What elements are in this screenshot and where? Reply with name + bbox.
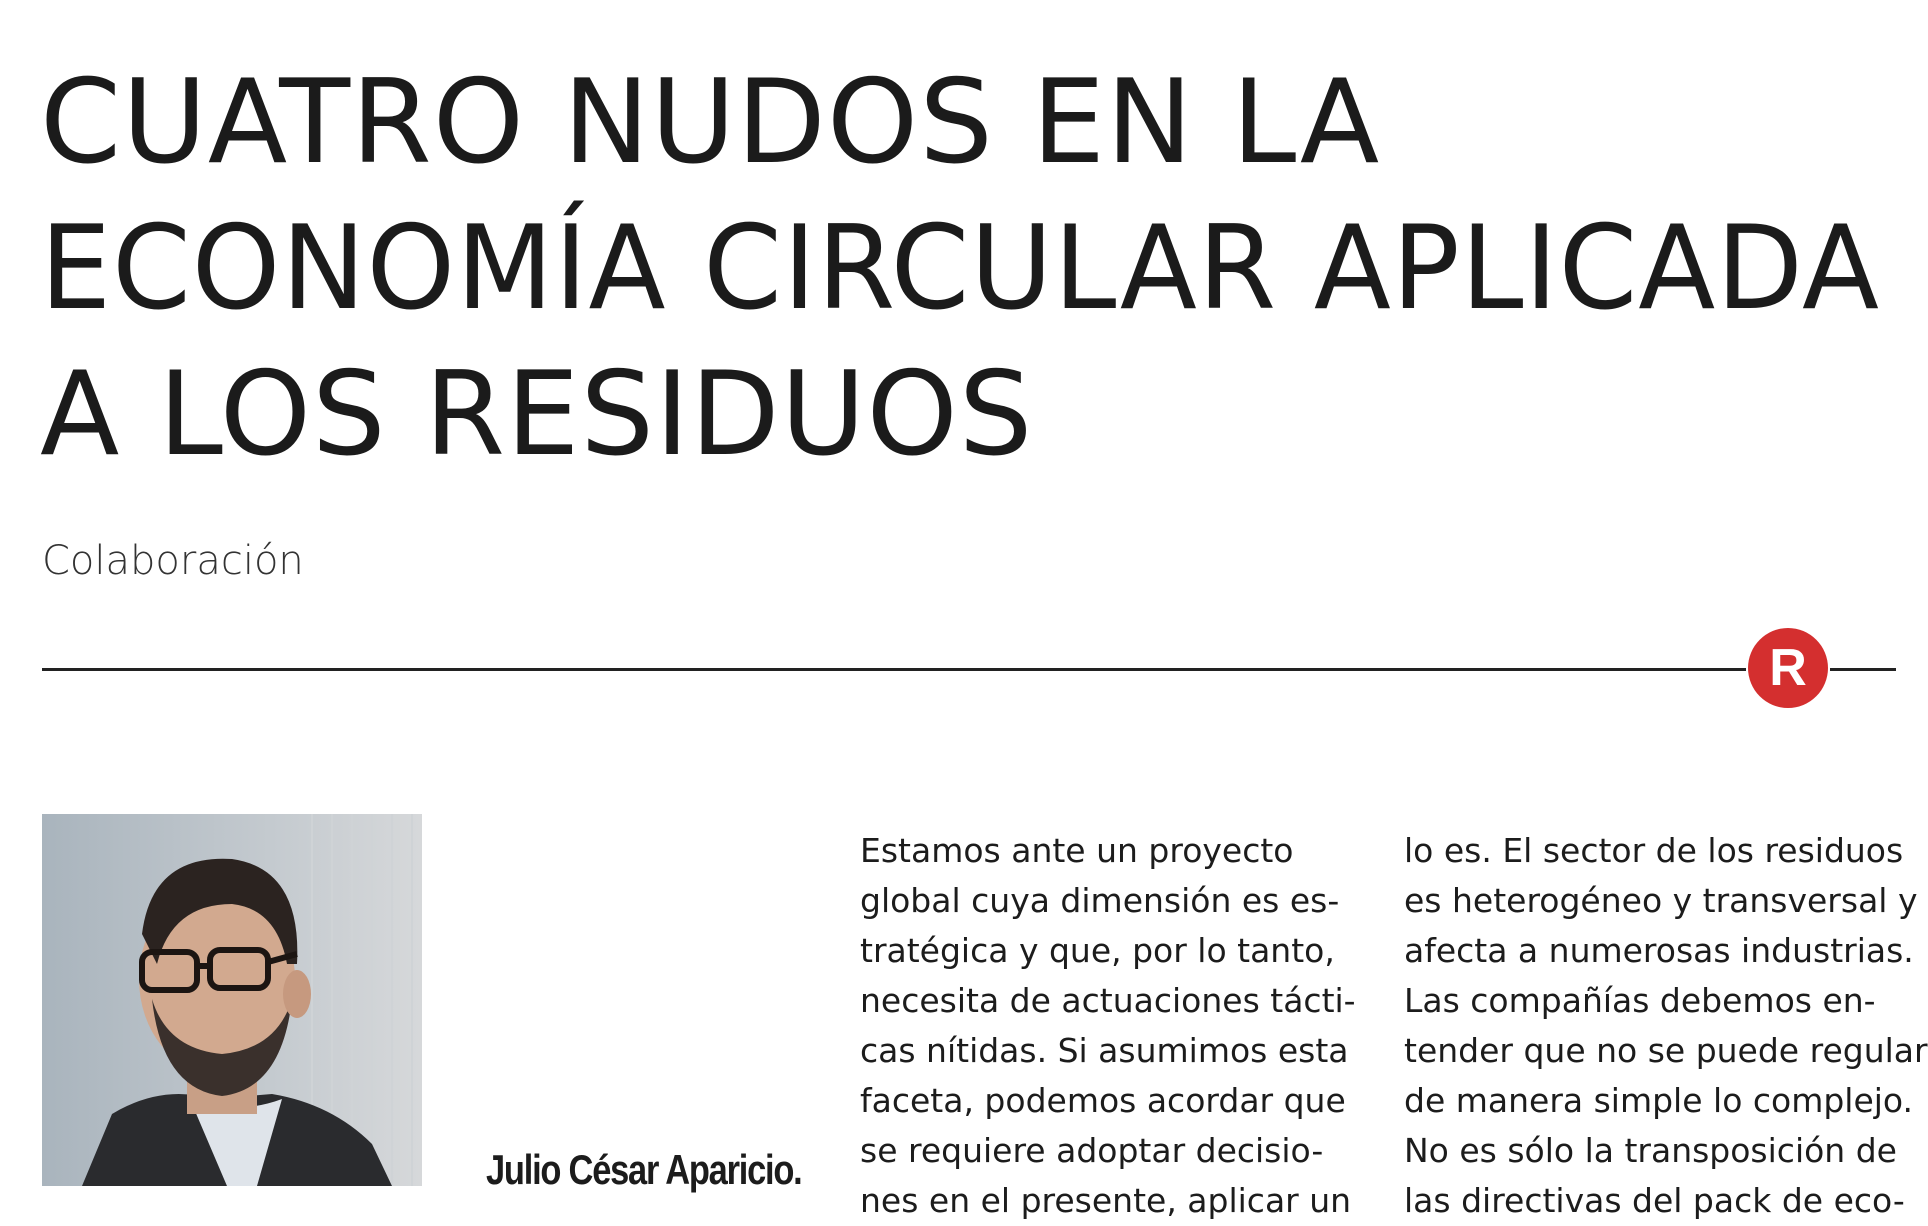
body-line: faceta, podemos acordar que (860, 1081, 1346, 1120)
body-line: Las compañías debemos en- (1404, 981, 1876, 1020)
headline-line-1: CUATRO NUDOS EN LA (40, 55, 1381, 190)
divider-rule-left (42, 668, 1746, 671)
divider-rule-right (1830, 668, 1896, 671)
r-logo-icon (1748, 628, 1828, 708)
body-line: Estamos ante un proyecto (860, 831, 1294, 870)
body-column-1 (860, 826, 1356, 1220)
article-headline (40, 50, 1900, 488)
headline-line-2: ECONOMÍA CIRCULAR APLICADA (40, 201, 1880, 336)
body-line: lo es. El sector de los residuos (1404, 831, 1904, 870)
body-line: cas nítidas. Si asumimos esta (860, 1031, 1349, 1070)
body-line: No es sólo la transposición de (1404, 1131, 1897, 1170)
body-line: afecta a numerosas industrias. (1404, 931, 1914, 970)
body-line: necesita de actuaciones tácti- (860, 981, 1356, 1020)
body-line: tratégica y que, por lo tanto, (860, 931, 1335, 970)
body-line: se requiere adoptar decisio- (860, 1131, 1324, 1170)
author-portrait (42, 814, 422, 1186)
body-column-2 (1404, 826, 1928, 1220)
body-line: las directivas del pack de eco- (1404, 1181, 1905, 1220)
body-line: nes en el presente, aplicar un (860, 1181, 1352, 1220)
logo-letter: R (1769, 639, 1807, 697)
body-line: de manera simple lo complejo. (1404, 1081, 1914, 1120)
body-line: global cuya dimensión es es- (860, 881, 1340, 920)
author-name: Julio César Aparicio. (486, 1146, 802, 1193)
headline-line-3: A LOS RESIDUOS (40, 347, 1034, 482)
section-label: Colaboración (42, 538, 304, 584)
body-line: es heterogéneo y transversal y (1404, 881, 1918, 920)
body-line: tender que no se puede regular (1404, 1031, 1928, 1070)
